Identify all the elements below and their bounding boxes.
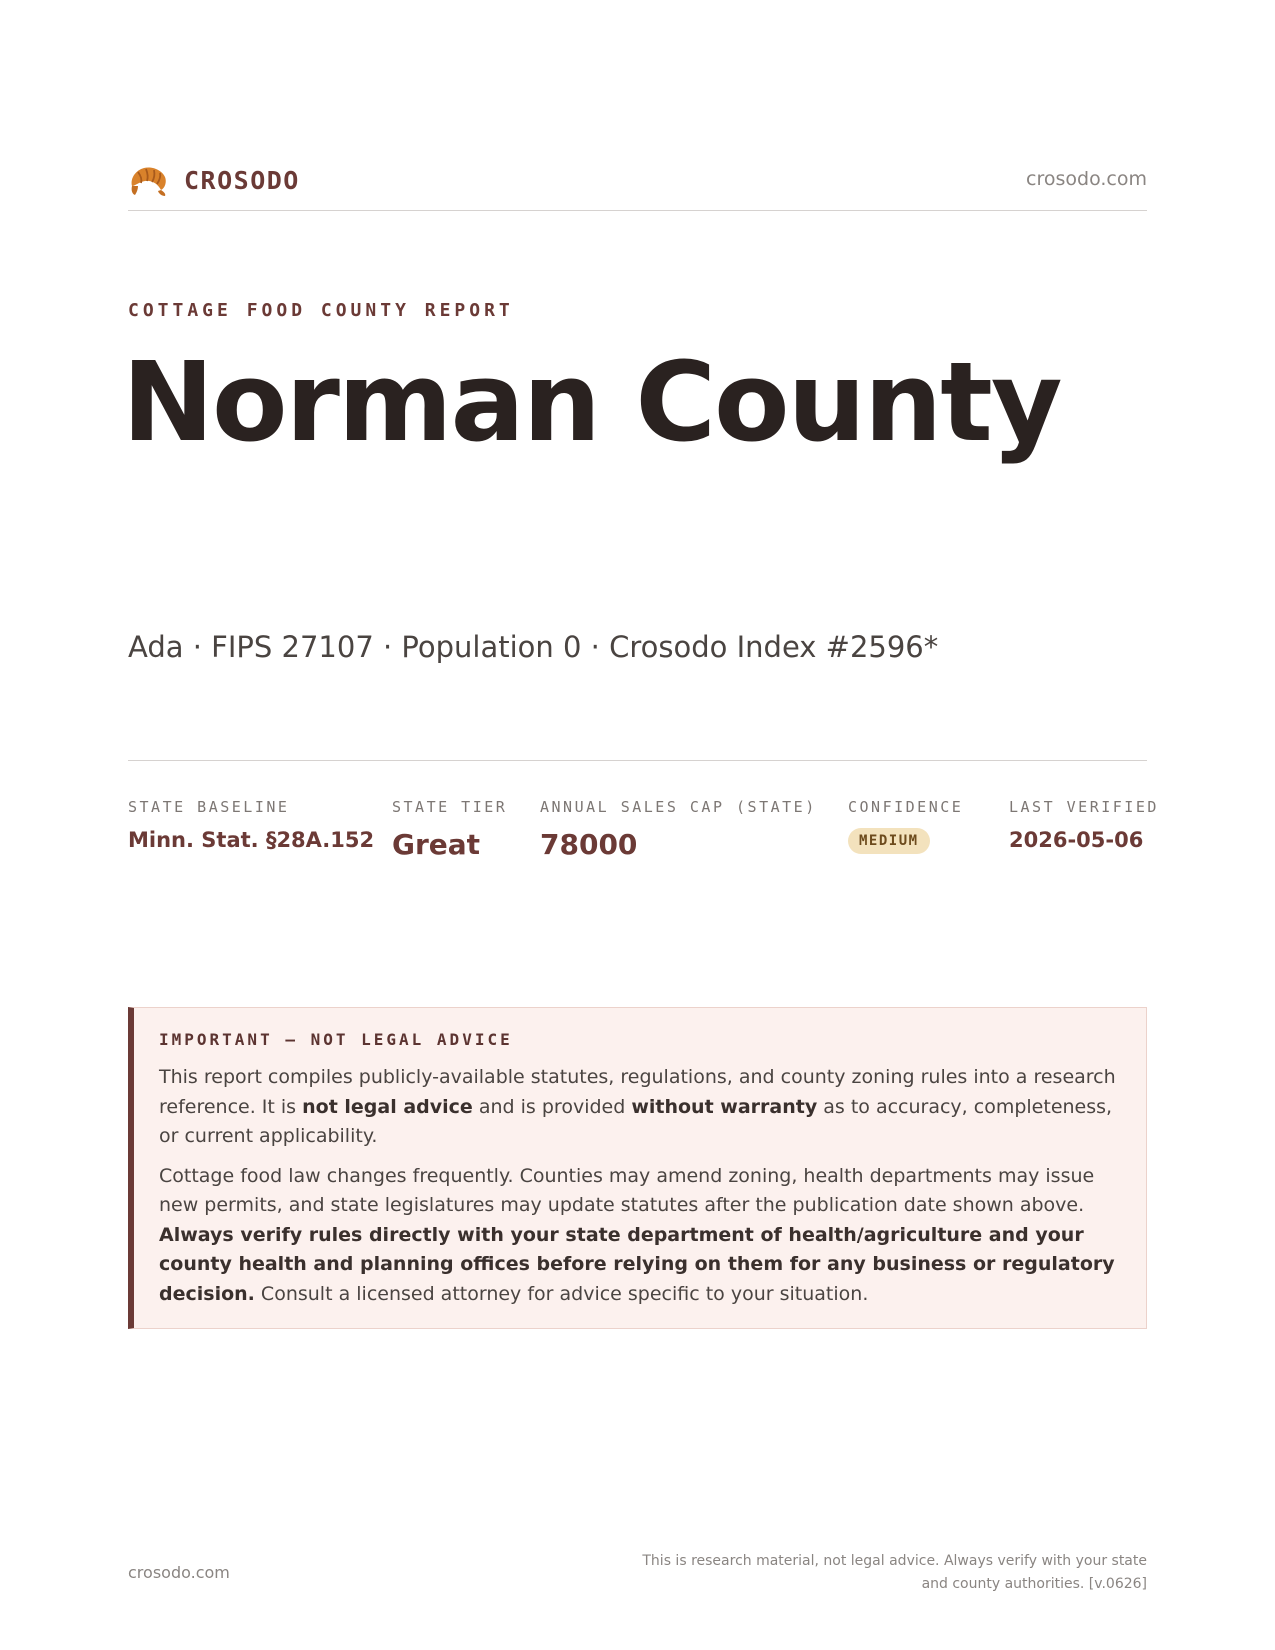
legal-notice-box [128, 1007, 1147, 1329]
notice-emphasis: without warranty [631, 1095, 818, 1118]
croissant-icon [128, 162, 168, 198]
notice-emphasis: Always verify rules directly with your state department of health/agriculture and your county health and planning offices before relying on them for any business or regulatory decision. [159, 1223, 1115, 1305]
stat-value: 78000 [540, 828, 638, 861]
notice-text: Cottage food law changes frequently. Counties may amend zoning, health departments may issue new permits, and state legislatures may update statutes after the publication date shown above. [159, 1164, 1095, 1216]
stat-state-baseline [128, 798, 374, 852]
notice-title: IMPORTANT — NOT LEGAL ADVICE [159, 1030, 513, 1049]
stat-last-verified [1009, 798, 1159, 852]
footer-site-url[interactable]: crosodo.com [128, 1563, 230, 1582]
stat-label: STATE TIER [392, 798, 508, 816]
stat-value: 2026-05-06 [1009, 828, 1144, 852]
footer-disclaimer-line: This is research material, not legal advice. Always verify with your state [642, 1553, 1147, 1569]
brand[interactable] [128, 162, 300, 198]
site-url-link[interactable]: crosodo.com [1026, 168, 1147, 190]
stat-annual-sales-cap [540, 798, 817, 861]
footer-disclaimer-line: and county authorities. [v.0626] [921, 1576, 1147, 1592]
report-page [122, 0, 1159, 1650]
stats-row [128, 760, 1159, 881]
page-header [128, 158, 1147, 211]
stat-value: Great [392, 828, 481, 861]
notice-text: This report compiles publicly-available statutes, regulations, and county zoning rules into a research reference. It is [159, 1066, 1116, 1118]
notice-text: and is provided [472, 1095, 632, 1118]
county-title: Norman County [122, 338, 1061, 466]
stat-label: CONFIDENCE [848, 798, 964, 816]
notice-paragraph-1 [159, 1063, 1122, 1152]
stat-value: Minn. Stat. §28A.152 [128, 828, 375, 852]
report-type-label: COTTAGE FOOD COUNTY REPORT [128, 300, 514, 321]
stat-label: STATE BASELINE [128, 798, 290, 816]
notice-text: Consult a licensed attorney for advice specific to your situation. [254, 1282, 869, 1305]
confidence-badge: MEDIUM [848, 828, 930, 854]
notice-text: as to accuracy, completeness, or current applicability. [159, 1095, 1113, 1147]
notice-paragraph-2 [159, 1162, 1122, 1310]
brand-name: CROSODO [184, 165, 300, 195]
stat-confidence [848, 798, 963, 854]
stat-label: ANNUAL SALES CAP (STATE) [540, 798, 817, 816]
footer-disclaimer [587, 1550, 1147, 1596]
stat-state-tier [392, 798, 507, 861]
stat-label: LAST VERIFIED [1009, 798, 1159, 816]
notice-emphasis: not legal advice [302, 1095, 473, 1118]
county-subline: Ada · FIPS 27107 · Population 0 · Crosodo Index #2596* [128, 630, 939, 664]
